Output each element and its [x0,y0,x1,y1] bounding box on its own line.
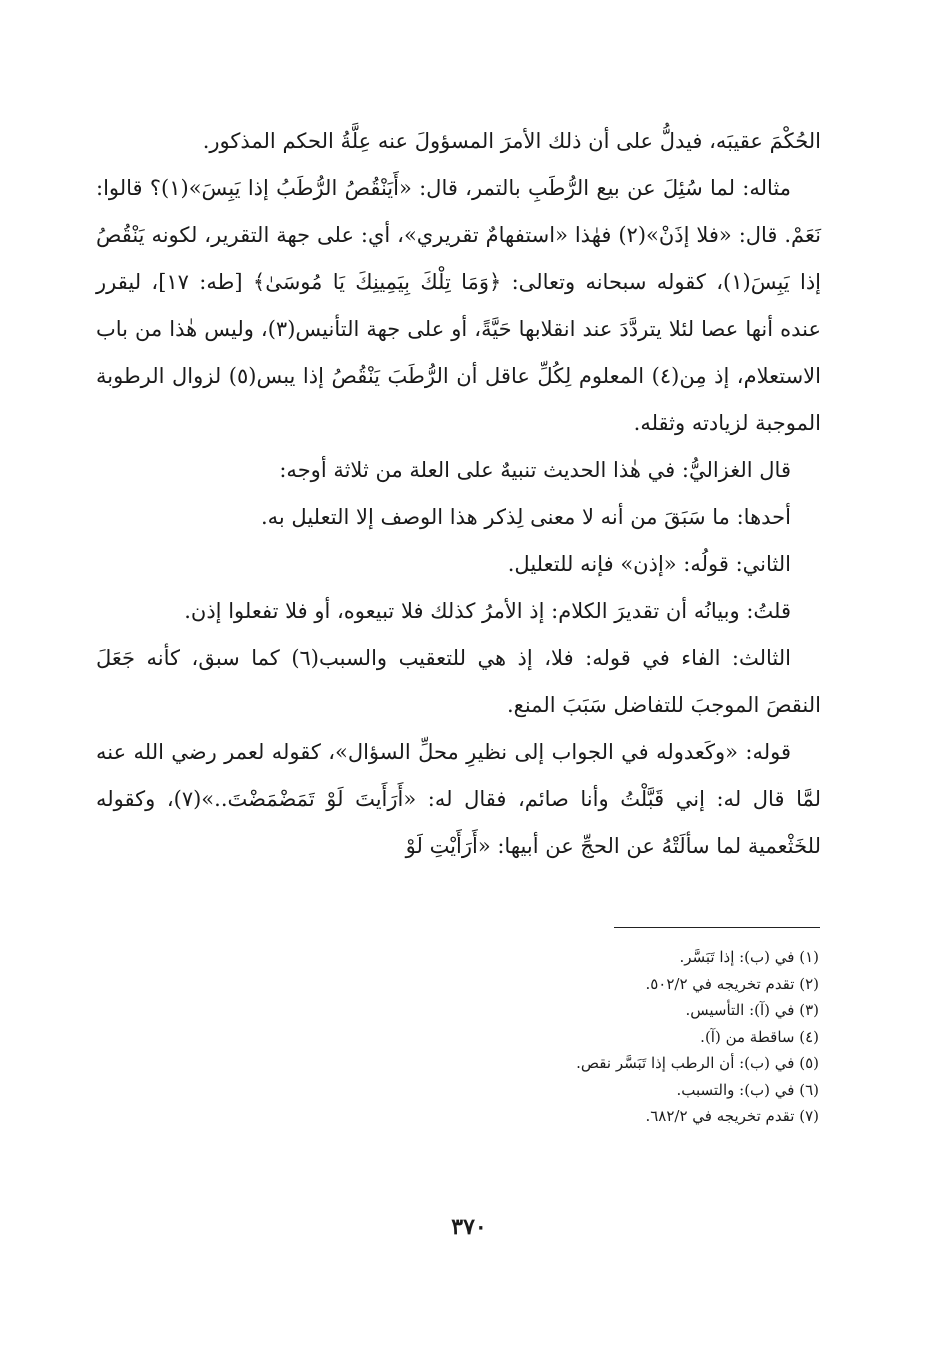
paragraph-example: مثاله: لما سُئِلَ عن بيع الرُّطَبِ بالتمر، قال: «أَيَنْقُصُ الرُّطَبُ إذا يَبِسَ»(١)؟ قالوا: نَعَمْ. قال: «فلا إذَنْ»(٢) فهٰذا «استفهامٌ تقريري»، أي: على جهة التقرير، لكونه يَنْقُصُ إذا يَبِسَ(١)، كقوله سبحانه وتعالى: ﴿وَمَا تِلْكَ بِيَمِينِكَ يَا مُوسَىٰ﴾ [طه: ١٧]، ليقرر عنده أنها عصا لئلا يتردَّدَ عند انقلابها حَيَّةً، أو على جهة التأنيس(٣)، وليس هٰذا من باب الاستعلام، إذ مِن(٤) المعلوم لِكُلِّ عاقل أن الرُّطَبَ يَنْقُصُ إذا يبس(٥) لزوال الرطوبة الموجبة لزيادته وثقله. [96,176,822,435]
paragraph-continuation: الحُكْمَ عقيبَه، فيدلُّ على أن ذلك الأمرَ المسؤولَ عنه عِلَّةُ الحكم المذكور. [202,129,821,153]
footnote-4: (٤) ساقطة من (آ). [700,1027,819,1046]
footnote-3: (٣) في (آ): التأسيس. [685,1001,819,1019]
footnote-2: (٢) تقدم تخريجه في ٥٠٢/٢. [645,974,819,993]
paragraph-quote: قوله: «وكَعدوله في الجواب إلى نظيرِ محلِّ السؤال»، كقوله لعمر رضي الله عنه لمَّا قال له: إني قَبَّلْتُ وأنا صائم، فقال له: «أَرَأَيتَ لَوْ تَمَضْمَضْتَ..»(٧)، وكقوله للخَثْعمية لما سألَتْهُ عن الحجِّ عن أبيها: «أَرَأَيْتِ لَوْ [96,740,822,858]
footnote-7: (٧) تقدم تخريجه في ٦٨٢/٢. [645,1107,819,1125]
footnote-5: (٥) في (ب): أن الرطب إذا تَبَسَّر نقص. [576,1054,819,1072]
paragraph-comment: قلتُ: وبيانُه أن تقديرَ الكلام: إذ الأمرُ كذلك فلا تبيعوه، أو فلا تفعلوا إذن. [184,599,791,623]
page-number: ٣٧٠ [451,1214,487,1240]
paragraph-second-aspect: الثاني: قولُه: «إذن» فإنه للتعليل. [507,552,791,576]
paragraph-first-aspect: أحدها: ما سَبَقَ من أنه لا معنى لِذكر هذا الوصف إلا التعليل به. [260,505,791,529]
main-text [96,118,821,870]
footnote-divider [614,927,820,928]
paragraph-ghazali: قال الغزاليُّ: في هٰذا الحديث تنبيهٌ على العلة من ثلاثة أوجه: [279,458,791,482]
footnote-6: (٦) في (ب): والتسبب. [676,1080,819,1099]
footnotes [96,944,819,1130]
footnote-1: (١) في (ب): إذا تَبَسَّر. [679,948,819,966]
paragraph-third-aspect: الثالث: الفاء في قوله: فلا، إذ هي للتعقيب والسبب(٦) كما سبق، كأنه جَعَلَ النقصَ الموجبَ للتفاضل سَبَبَ المنع. [96,646,821,717]
